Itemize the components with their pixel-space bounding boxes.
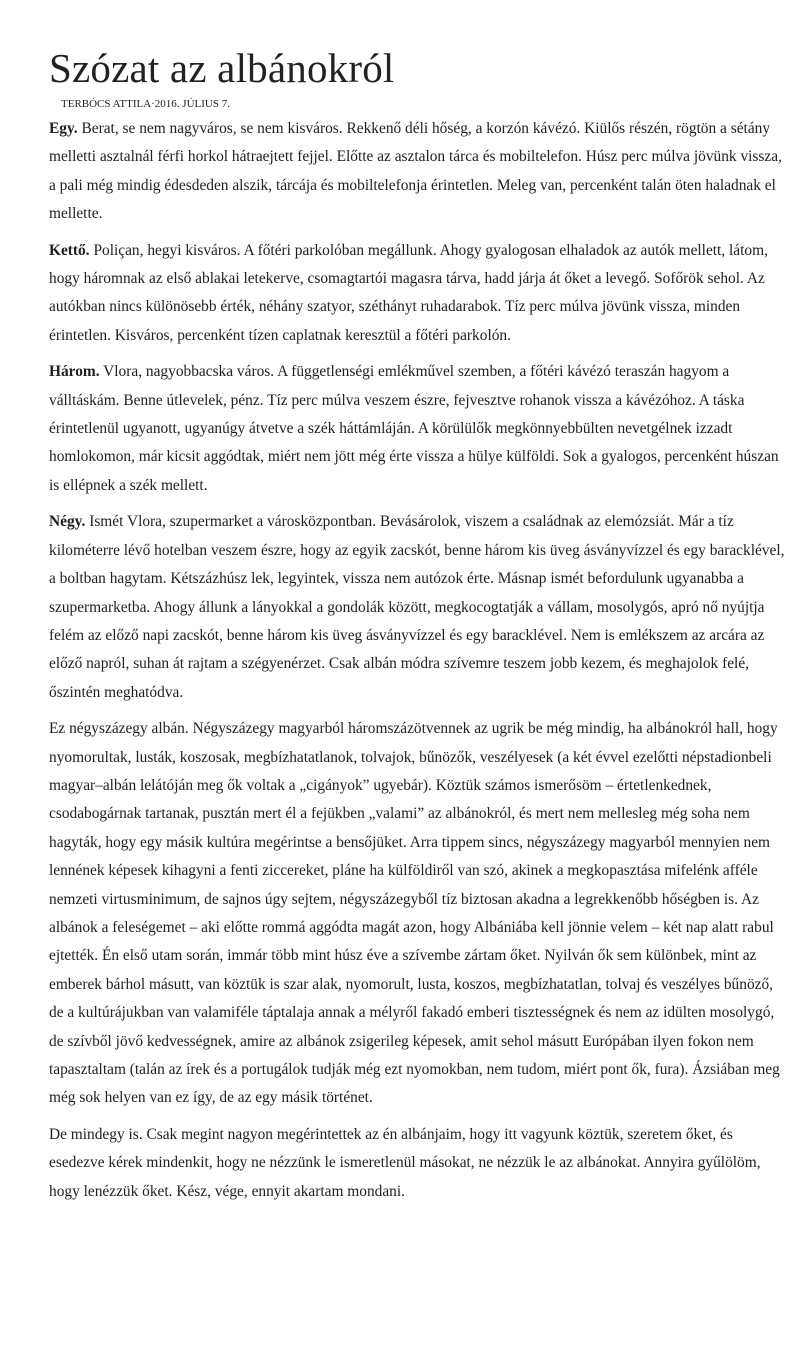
paragraph-closing — [49, 1121, 787, 1206]
paragraph-text: Vlora, nagyobbacska város. A függetlenségi emlékművel szemben, a főtéri kávézó teraszán hagyom a válltáskám. Benne útlevelek, pénz. Tíz perc múlva veszem észre, fejvesztve rohanok vissza a kávézóhoz. A táska érintetlenül ugyanott, ugyanúgy átvetve a szék háttámláján. A körülülők megkönnyebbülten nevetgélnek izzadt homlokomon, már kicsit aggódtak, miért nem jött még érte vissza a hülye külföldi. Sok a gyalogos, percenként húszan is ellépnek a szék mellett. — [49, 363, 779, 494]
paragraph-text: De mindegy is. Csak megint nagyon megérintettek az én albánjaim, hogy itt vagyunk köztük, szeretem őket, és esedezve kérek mindenkit, hogy ne nézzünk le ismeretlenül másokat, ne nézzük le az albánokat. Annyira gyűlölöm, hogy lenézzük őket. Kész, vége, ennyit akartam mondani. — [49, 1125, 761, 1200]
article-title: Szózat az albánokról — [49, 45, 395, 91]
paragraph-negy — [49, 508, 787, 707]
article-byline: TERBÓCS ATTILA·2016. JÚLIUS 7. — [61, 98, 230, 110]
paragraph-text: Ismét Vlora, szupermarket a városközpontban. Bevásárolok, viszem a családnak az elemózsiát. Már a tíz kilométerre lévő hotelban veszem észre, hogy az egyik zacskót, benne három kis üveg ásványvízzel és egy baracklével, a boltban hagytam. Kétszázhúsz lek, legyintek, vissza nem autózok érte. Másnap ismét befordulunk ugyanabba a szupermarketba. Ahogy állunk a lányokkal a gondolák között, megkocogtatják a vállam, mosolygós, apró nő nyújtja felém az előző napi zacskót, benne három kis üveg ásványvízzel és egy baracklével. Nem is emlékszem az arcára az előző napról, suhan át rajtam a szégyenérzet. Csak albán módra szívemre teszem jobb kezem, és meghajolok felé, őszintén meghatódva. — [49, 513, 785, 701]
paragraph-text: Poliçan, hegyi kisváros. A főtéri parkolóban megállunk. Ahogy gyalogosan elhaladok az autók mellett, látom, hogy háromnak az első ablakai letekerve, csomagtartói magasra tárva, hadd járja át őket a levegő. Sofőrök sehol. Az autókban nincs különösebb érték, néhány szatyor, széthányt ruhadarabok. Tíz perc múlva jövünk vissza, minden érintetlen. Kisváros, percenként tízen caplatnak keresztül a főtéri parkolón. — [49, 241, 768, 344]
paragraph-text: Berat, se nem nagyváros, se nem kisváros. Rekkenő déli hőség, a korzón kávézó. Kiülős részén, rögtön a sétány melletti asztalnál férfi horkol hátraejtett fejjel. Előtte az asztalon tárca és mobiltelefon. Húsz perc múlva jövünk vissza, a pali még mindig édesdeden alszik, tárcája és mobiltelefonja érintetlen. Meleg van, percenként talán öten haladnak el mellette. — [49, 120, 782, 223]
article — [49, 0, 787, 1206]
paragraph-ketto — [49, 237, 787, 351]
paragraph-lead: Három. — [49, 363, 100, 381]
paragraph-lead: Négy. — [49, 513, 86, 531]
paragraph-text: Ez négyszázegy albán. Négyszázegy magyarból háromszázötvennek az ugrik be még mindig, ha albánokról hall, hogy nyomorultak, lusták, koszosak, megbízhatatlanok, tolvajok, bűnözők, veszélyesek (a két évvel ezelőtti népstadionbeli magyar–albán lelátóján meg ők voltak a „cigányok” ugyebár). Köztük számos ismerősöm – értetlenkednek, csodabogárnak tartanak, pusztán mert él a fejükben „valami” az albánokról, és mert nem mellesleg még soha nem hagyták, hogy egy másik kultúra megérintse a bensőjüket. Arra tippem sincs, négyszázegy magyarból mennyien nem lennének képesek kihagyni a fenti ziccereket, pláne ha külföldiről van szó, akinek a megkopasztása mifelénk afféle nemzeti virtusminimum, de sajnos úgy sejtem, négyszázegyből tíz biztosan akadna a legrekkenőbb hőségben is. Az albánok a feleségemet – aki előtte rommá aggódta magát azon, hogy Albániába kell jönnie velem – két nap alatt rabul ejtették. Én első utam során, immár több mint húsz éve a szívembe zártam őket. Nyilván ők sem különbek, mint az emberek bárhol másutt, van köztük is szar alak, nyomorult, lusta, koszos, megbízhatatlan, tolvaj és veszélyes bűnöző, de a kultúrájukban van valamiféle táptalaja annak a mélyről fakadó emberi tisztességnek és nem az idülten mosolygó, de szívből jövő kedvességnek, amire az albánok zsigerileg képesek, amit sehol másutt Európában ilyen fokon nem tapasztaltam (talán az írek és a portugálok tudják még ezt nyomokban, nem tudom, miért pont ők, fura). Ázsiában meg még sok helyen van ez így, de az egy másik történet. — [49, 720, 780, 1107]
paragraph-reflection — [49, 715, 787, 1113]
paragraph-lead: Egy. — [49, 120, 78, 137]
paragraph-lead: Kettő. — [49, 241, 90, 259]
paragraph-harom — [49, 358, 787, 500]
paragraph-egy — [49, 115, 787, 229]
